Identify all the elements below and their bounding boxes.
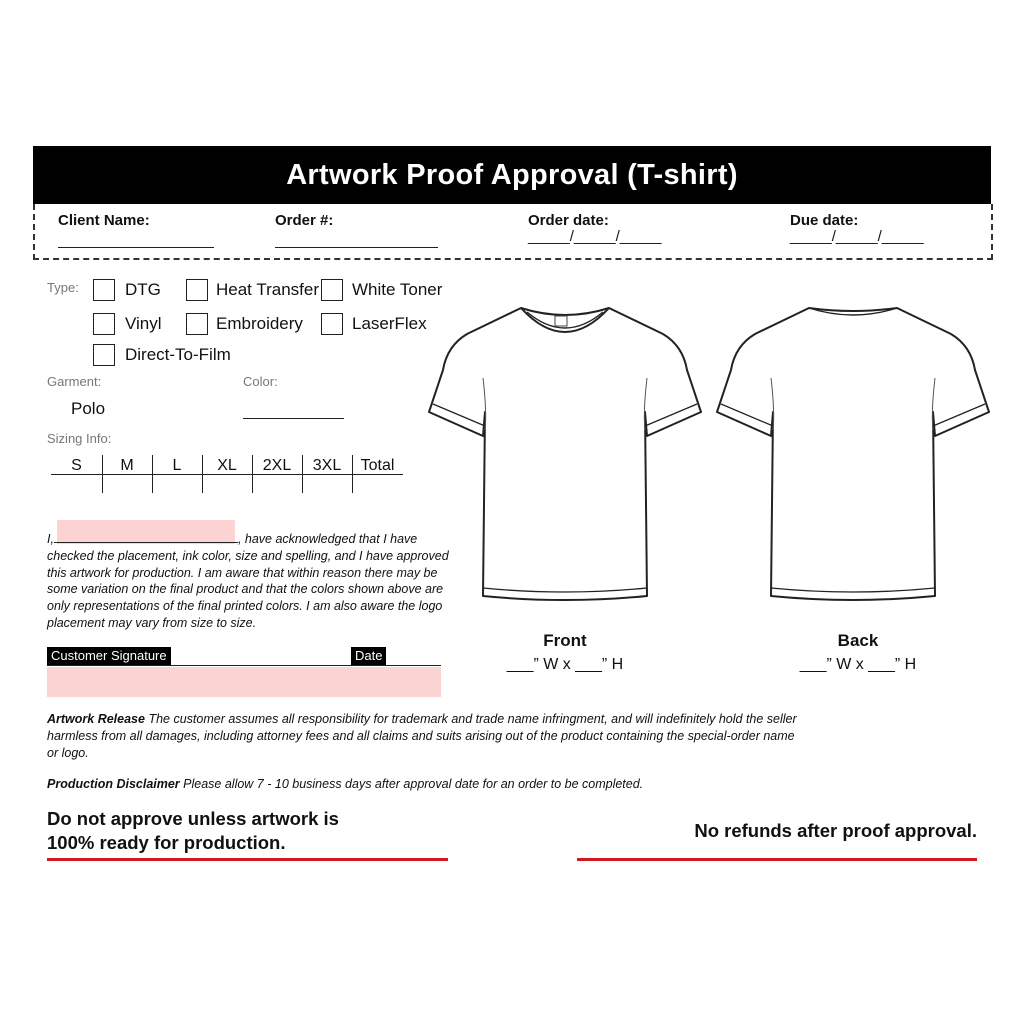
- customer-signature-label: Customer Signature: [47, 647, 171, 665]
- warning-approve: [47, 807, 339, 855]
- artwork-release-heading: Artwork Release: [47, 712, 145, 726]
- acknowledgement-name-line: [54, 531, 238, 543]
- back-label: Back: [837, 631, 879, 650]
- warning-refunds: No refunds after proof approval.: [694, 820, 977, 841]
- front-label: Front: [543, 631, 587, 650]
- warning-approve-line2: 100% ready for production.: [47, 832, 286, 853]
- size-header: XL: [217, 457, 237, 474]
- garment-value[interactable]: Polo: [71, 399, 106, 418]
- order-date-field[interactable]: _____/_____/_____: [528, 228, 662, 245]
- due-date-label: Due date:: [790, 212, 859, 229]
- artwork-release-text: [47, 711, 807, 762]
- type-label: Type:: [47, 280, 79, 295]
- checkbox-dtg-label: DTG: [125, 280, 161, 299]
- checkbox-laserflex-label: LaserFlex: [352, 314, 427, 333]
- checkbox-laserflex[interactable]: [321, 313, 343, 335]
- size-header: 2XL: [262, 457, 292, 474]
- order-number-label: Order #:: [275, 212, 334, 229]
- acknowledgement-body: , have acknowledged that I have checked the placement, ink color, size and spelling, and I have approved this artwork for production. I am aware that within reason there may be some variation on the final product and that the colors shown above are only representations of the final printed colors. I am also aware the logo placement may vary from size to size.: [47, 532, 449, 630]
- front-tshirt-illustration: [425, 300, 705, 610]
- customer-signature-field[interactable]: [47, 667, 441, 697]
- warning-approve-line1: Do not approve unless artwork is: [47, 808, 339, 829]
- client-name-label: Client Name:: [58, 212, 150, 229]
- order-date-label: Order date:: [528, 212, 609, 229]
- garment-label: Garment:: [47, 374, 102, 389]
- client-name-field[interactable]: [58, 247, 214, 248]
- order-number-field[interactable]: [275, 247, 438, 248]
- production-disclaimer-body: Please allow 7 - 10 business days after approval date for an order to be completed.: [179, 777, 644, 791]
- color-label: Color:: [243, 374, 278, 389]
- size-header: S: [71, 457, 82, 474]
- checkbox-dtg[interactable]: [93, 279, 115, 301]
- checkbox-direct-to-film-label: Direct-To-Film: [125, 345, 231, 364]
- checkbox-heat-transfer[interactable]: [186, 279, 208, 301]
- checkbox-vinyl[interactable]: [93, 313, 115, 335]
- color-underline: [243, 418, 344, 419]
- table-header-line: [51, 474, 403, 475]
- page-title-text: Artwork Proof Approval (T-shirt): [286, 158, 738, 191]
- sizing-table: [51, 455, 403, 493]
- due-date-field[interactable]: _____/_____/_____: [790, 228, 924, 245]
- size-header: L: [172, 457, 182, 474]
- checkbox-heat-transfer-label: Heat Transfer: [216, 280, 319, 299]
- checkbox-embroidery-label: Embroidery: [216, 314, 303, 333]
- date-label: Date: [351, 647, 386, 665]
- checkbox-white-toner-label: White Toner: [352, 280, 443, 299]
- sizing-label: Sizing Info:: [47, 431, 112, 446]
- size-header: 3XL: [312, 457, 342, 474]
- back-dimensions: ___” W x ___” H: [799, 656, 917, 673]
- checkbox-vinyl-label: Vinyl: [125, 314, 162, 333]
- acknowledgement-prefix: I,: [47, 532, 54, 546]
- production-disclaimer-text: [47, 777, 807, 791]
- back-tshirt-illustration: [713, 300, 993, 610]
- production-disclaimer-heading: Production Disclaimer: [47, 777, 180, 791]
- warning-refunds-underline: [577, 858, 977, 861]
- artwork-release-body: The customer assumes all responsibility for trademark and trade name infringment, and will indefinitely hold the seller harmless from all damages, including attorney fees and all claims and suits arising out of the product containing the special-order name or logo.: [47, 712, 797, 760]
- size-header: Total: [360, 457, 395, 474]
- size-header: M: [120, 457, 134, 474]
- acknowledgement-text: [47, 531, 467, 632]
- checkbox-direct-to-film[interactable]: [93, 344, 115, 366]
- warning-approve-underline: [47, 858, 448, 861]
- checkbox-embroidery[interactable]: [186, 313, 208, 335]
- front-dimensions: ___” W x ___” H: [506, 656, 624, 673]
- checkbox-white-toner[interactable]: [321, 279, 343, 301]
- signature-line: [47, 665, 441, 666]
- page-title: [33, 146, 991, 204]
